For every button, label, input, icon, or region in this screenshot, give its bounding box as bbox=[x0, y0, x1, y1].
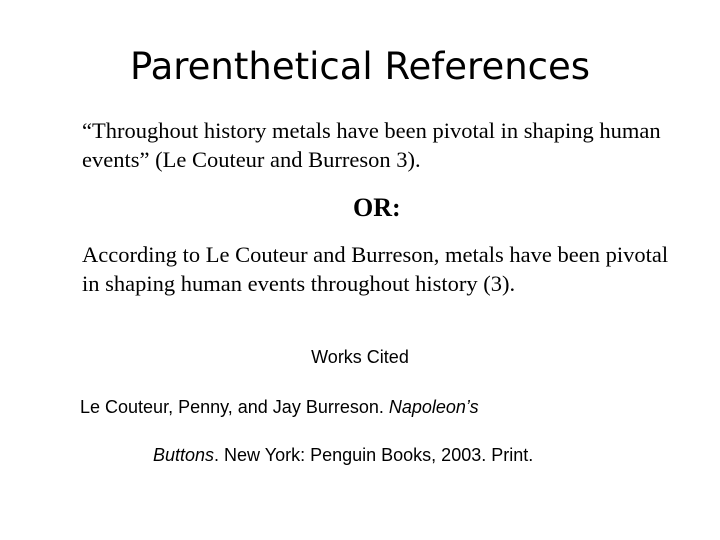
citation-publication: . New York: Penguin Books, 2003. Print. bbox=[214, 445, 534, 465]
slide-title: Parenthetical References bbox=[129, 45, 591, 88]
citation-title-part-1: Napoleon’s bbox=[388, 397, 479, 417]
works-cited-heading: Works Cited bbox=[311, 347, 409, 367]
citation-line-1 bbox=[80, 395, 479, 419]
paraphrase-example: According to Le Couteur and Burreson, metals have been pivotal in shaping human events throughout history (3). bbox=[82, 242, 669, 296]
citation-line-2 bbox=[153, 443, 533, 467]
or-separator: OR: bbox=[353, 193, 401, 222]
citation-title-part-2: Buttons bbox=[153, 445, 215, 465]
citation-authors: Le Couteur, Penny, and Jay Burreson. bbox=[80, 397, 389, 417]
quote-example: “Throughout history metals have been pivotal in shaping human events” (Le Couteur and Burreson 3). bbox=[82, 118, 661, 172]
